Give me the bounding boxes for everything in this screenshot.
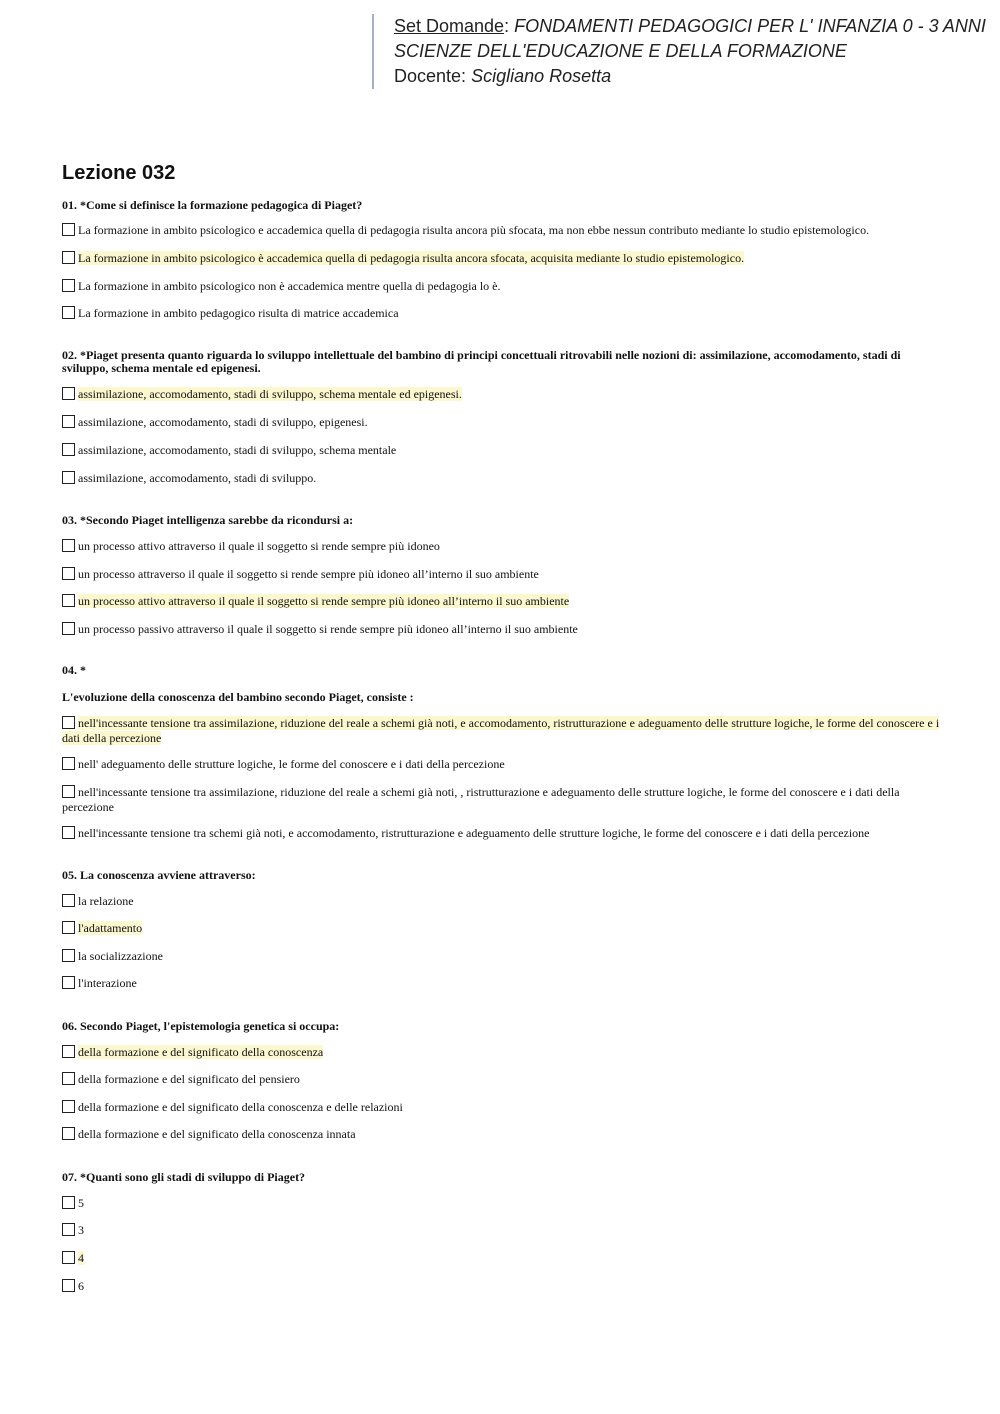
checkbox-icon[interactable]: [62, 223, 75, 236]
answer-option[interactable]: [62, 251, 942, 266]
answer-option[interactable]: [62, 826, 942, 841]
answer-option[interactable]: [62, 921, 942, 936]
answer-option[interactable]: [62, 567, 942, 582]
option-text: La formazione in ambito psicologico e accademica quella di pedagogia risulta ancora più sfocata, ma non ebbe nessun contributo mediante lo studio epistemologico.: [78, 223, 870, 237]
option-text: un processo attivo attraverso il quale il soggetto si rende sempre più idoneo: [78, 539, 440, 553]
answer-option[interactable]: [62, 443, 942, 458]
answer-option[interactable]: [62, 757, 942, 772]
checkbox-icon[interactable]: [62, 921, 75, 934]
question-02: 02. *Piaget presenta quanto riguarda lo sviluppo intellettuale del bambino di principi concettuali ritrovabili nelle nozioni di: assimilazione, accomodamento, stadi di sviluppo, schema mentale ed epigenesi.: [62, 348, 901, 375]
answer-option[interactable]: [62, 387, 942, 402]
document-header: [372, 14, 1000, 89]
checkbox-icon[interactable]: [62, 757, 75, 770]
answer-option[interactable]: [62, 306, 942, 321]
checkbox-icon[interactable]: [62, 1223, 75, 1236]
option-text-highlighted: un processo attivo attraverso il quale il soggetto si rende sempre più idoneo all’interno il suo ambiente: [78, 594, 570, 608]
answer-option[interactable]: [62, 1127, 942, 1142]
option-text: la relazione: [78, 894, 134, 908]
course-line: Set Domande: FONDAMENTI PEDAGOGICI PER L' INFANZIA 0 - 3 ANNI: [394, 16, 986, 36]
answer-option[interactable]: [62, 279, 942, 294]
checkbox-icon[interactable]: [62, 594, 75, 607]
answer-option[interactable]: [62, 894, 942, 909]
checkbox-icon[interactable]: [62, 1279, 75, 1292]
answer-option[interactable]: [62, 1251, 942, 1266]
answer-option[interactable]: [62, 1072, 942, 1087]
option-text: della formazione e del significato della conoscenza e delle relazioni: [78, 1100, 403, 1114]
course-title: FONDAMENTI PEDAGOGICI PER L' INFANZIA 0 - 3 ANNI: [514, 16, 986, 36]
checkbox-icon[interactable]: [62, 443, 75, 456]
answer-option[interactable]: [62, 1196, 942, 1211]
answer-option[interactable]: [62, 223, 942, 238]
checkbox-icon[interactable]: [62, 785, 75, 798]
checkbox-icon[interactable]: [62, 471, 75, 484]
answer-option[interactable]: [62, 785, 942, 815]
checkbox-icon[interactable]: [62, 716, 75, 729]
question-03: 03. *Secondo Piaget intelligenza sarebbe da ricondursi a:: [62, 513, 354, 527]
question-07: 07. *Quanti sono gli stadi di sviluppo di Piaget?: [62, 1170, 306, 1184]
checkbox-icon[interactable]: [62, 251, 75, 264]
checkbox-icon[interactable]: [62, 1251, 75, 1264]
answer-option[interactable]: [62, 539, 942, 554]
answer-option[interactable]: [62, 415, 942, 430]
checkbox-icon[interactable]: [62, 279, 75, 292]
answer-option[interactable]: [62, 1045, 942, 1060]
option-text: della formazione e del significato della conoscenza innata: [78, 1127, 356, 1141]
answer-option[interactable]: [62, 949, 942, 964]
checkbox-icon[interactable]: [62, 1100, 75, 1113]
option-text: un processo passivo attraverso il quale il soggetto si rende sempre più idoneo all’interno il suo ambiente: [78, 622, 578, 636]
option-text: nell'incessante tensione tra assimilazione, riduzione del reale a schemi già noti, , ristrutturazione e adeguamento delle strutture logiche, le forme del conoscere e i dati della percezione: [62, 785, 900, 814]
answer-option[interactable]: [62, 471, 942, 486]
answer-option[interactable]: [62, 1100, 942, 1115]
answer-option[interactable]: [62, 1279, 942, 1294]
option-text-highlighted: l'adattamento: [78, 921, 143, 935]
answer-option[interactable]: [62, 976, 942, 991]
question-01: 01. *Come si definisce la formazione pedagogica di Piaget?: [62, 198, 363, 212]
checkbox-icon[interactable]: [62, 306, 75, 319]
option-text: La formazione in ambito pedagogico risulta di matrice accademica: [78, 306, 399, 320]
question-04-text: L'evoluzione della conoscenza del bambino secondo Piaget, consiste :: [62, 690, 414, 704]
option-text: 5: [78, 1196, 84, 1210]
option-text: un processo attraverso il quale il soggetto si rende sempre più idoneo all’interno il suo ambiente: [78, 567, 539, 581]
option-text-highlighted: della formazione e del significato della conoscenza: [78, 1045, 324, 1059]
option-text: 3: [78, 1223, 84, 1237]
option-text-highlighted: nell'incessante tensione tra assimilazione, riduzione del reale a schemi già noti, e accomodamento, ristrutturazione e adeguamento delle strutture logiche, le forme del conoscere e i dati della percezione: [62, 716, 940, 745]
option-text-highlighted: assimilazione, accomodamento, stadi di sviluppo, schema mentale ed epigenesi.: [78, 387, 462, 401]
checkbox-icon[interactable]: [62, 976, 75, 989]
teacher-label: Docente:: [394, 66, 467, 86]
teacher-name: Scigliano Rosetta: [471, 66, 612, 86]
option-text: 6: [78, 1279, 84, 1293]
checkbox-icon[interactable]: [62, 894, 75, 907]
option-text-highlighted: La formazione in ambito psicologico è accademica quella di pedagogia risulta ancora sfocata, acquisita mediante lo studio epistemologico.: [78, 251, 745, 265]
option-text: La formazione in ambito psicologico non è accademica mentre quella di pedagogia lo è.: [78, 279, 501, 293]
checkbox-icon[interactable]: [62, 1072, 75, 1085]
answer-option[interactable]: [62, 716, 942, 746]
teacher-line: [394, 64, 1000, 89]
checkbox-icon[interactable]: [62, 949, 75, 962]
checkbox-icon[interactable]: [62, 826, 75, 839]
answer-option[interactable]: [62, 622, 942, 637]
option-text: la socializzazione: [78, 949, 163, 963]
option-text: nell' adeguamento delle strutture logiche, le forme del conoscere e i dati della percezione: [78, 757, 505, 771]
question-05: 05. La conoscenza avviene attraverso:: [62, 868, 256, 882]
question-06: 06. Secondo Piaget, l'epistemologia genetica si occupa:: [62, 1019, 340, 1033]
option-text: della formazione e del significato del pensiero: [78, 1072, 300, 1086]
option-text: nell'incessante tensione tra schemi già noti, e accomodamento, ristrutturazione e adeguamento delle strutture logiche, le forme del conoscere e i dati della percezione: [78, 826, 870, 840]
checkbox-icon[interactable]: [62, 1127, 75, 1140]
set-label: Set Domande: [394, 16, 505, 36]
answer-option[interactable]: [62, 594, 942, 609]
lesson-title: Lezione 032: [62, 162, 176, 184]
checkbox-icon[interactable]: [62, 622, 75, 635]
checkbox-icon[interactable]: [62, 387, 75, 400]
answer-option[interactable]: [62, 1223, 942, 1238]
faculty-name: SCIENZE DELL'EDUCAZIONE E DELLA FORMAZIONE: [394, 41, 847, 61]
question-04: 04. *: [62, 663, 86, 677]
option-text-highlighted: 4: [78, 1251, 84, 1265]
faculty-line: [394, 39, 1000, 64]
option-text: assimilazione, accomodamento, stadi di sviluppo, schema mentale: [78, 443, 397, 457]
option-text: assimilazione, accomodamento, stadi di sviluppo.: [78, 471, 317, 485]
checkbox-icon[interactable]: [62, 567, 75, 580]
option-text: assimilazione, accomodamento, stadi di sviluppo, epigenesi.: [78, 415, 368, 429]
option-text: l'interazione: [78, 976, 137, 990]
checkbox-icon[interactable]: [62, 415, 75, 428]
checkbox-icon[interactable]: [62, 1045, 75, 1058]
checkbox-icon[interactable]: [62, 1196, 75, 1209]
checkbox-icon[interactable]: [62, 539, 75, 552]
